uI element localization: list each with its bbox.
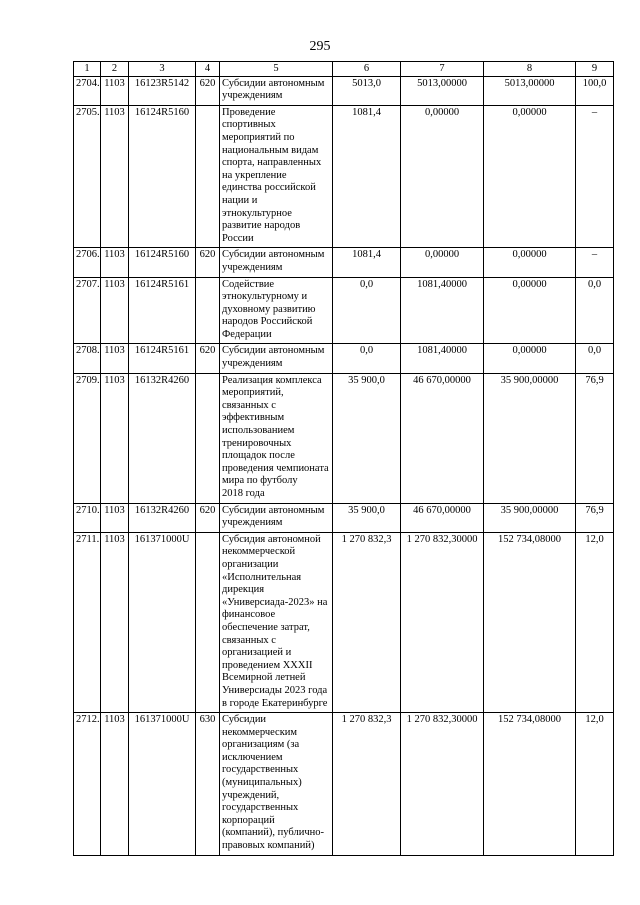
item-name-line: Содействие: [222, 278, 275, 290]
column-header: 2: [101, 62, 129, 77]
expense-type-cell: [196, 105, 220, 248]
item-name-line: в городе Екатеринбурге: [222, 697, 328, 709]
item-name-cell: [220, 277, 333, 344]
refined-amount-cell: 1081,40000: [401, 344, 484, 373]
refined-amount-cell: 1 270 832,30000: [401, 532, 484, 712]
section-code-cell: 1103: [101, 105, 129, 248]
execution-percent-cell: 0,0: [576, 344, 614, 373]
item-name-line: организации: [222, 558, 279, 570]
item-name-line: России: [222, 232, 254, 244]
item-name-line: 2018 года: [222, 488, 265, 499]
target-article-cell: 16132R4260: [129, 503, 196, 532]
item-name-line: этнокультурное: [222, 207, 292, 219]
item-name-line: «Исполнительная: [222, 571, 302, 583]
item-name-line: народов Российской: [222, 316, 313, 328]
target-article-cell: 16132R4260: [129, 373, 196, 503]
row-number-cell: 2705.: [74, 105, 101, 248]
item-name-line: Субсидии: [222, 714, 267, 726]
item-name-line: мира по футболу: [222, 475, 298, 487]
target-article-cell: 16124R5160: [129, 105, 196, 248]
item-name-line: исключением: [222, 751, 283, 763]
item-name-line: тренировочных: [222, 437, 292, 449]
execution-percent-cell: 100,0: [576, 76, 614, 105]
column-header: 7: [401, 62, 484, 77]
expense-type-cell: 620: [196, 76, 220, 105]
row-number-cell: 2707.: [74, 277, 101, 344]
page-number: 295: [309, 39, 331, 54]
approved-amount-cell: 1081,4: [333, 248, 401, 277]
item-name-line: дирекция: [222, 584, 265, 596]
executed-amount-cell: 0,00000: [484, 277, 576, 344]
execution-percent-cell: 0,0: [576, 277, 614, 344]
section-code-cell: 1103: [101, 713, 129, 856]
item-name-line: Субсидии автономным: [222, 77, 325, 89]
item-name-cell: [220, 503, 333, 532]
approved-amount-cell: 35 900,0: [333, 373, 401, 503]
executed-amount-cell: 35 900,00000: [484, 503, 576, 532]
execution-percent-cell: 76,9: [576, 373, 614, 503]
column-header: 5: [220, 62, 333, 77]
executed-amount-cell: 0,00000: [484, 105, 576, 248]
execution-percent-cell: –: [576, 248, 614, 277]
approved-amount-cell: 1 270 832,3: [333, 532, 401, 712]
item-name-line: (муниципальных): [222, 777, 302, 789]
refined-amount-cell: 5013,00000: [401, 76, 484, 105]
item-name-cell: [220, 76, 333, 105]
item-name-line: нации и: [222, 194, 258, 206]
item-name-line: на укрепление: [222, 169, 287, 181]
item-name-line: организацией и: [222, 647, 292, 659]
item-name-cell: [220, 532, 333, 712]
table-row: [74, 532, 614, 712]
item-name-line: проведением XXXII: [222, 659, 313, 671]
row-number-cell: 2711.: [74, 532, 101, 712]
target-article-cell: 161371000U: [129, 713, 196, 856]
column-header: 6: [333, 62, 401, 77]
item-name-cell: [220, 248, 333, 277]
executed-amount-cell: 35 900,00000: [484, 373, 576, 503]
table-row: [74, 503, 614, 532]
target-article-cell: 16124R5161: [129, 344, 196, 373]
item-name-line: Субсидии автономным: [222, 249, 325, 261]
row-number-cell: 2708.: [74, 344, 101, 373]
item-name-line: некоммерческим: [222, 726, 298, 738]
item-name-line: учреждениям: [222, 261, 283, 273]
row-number-cell: 2712.: [74, 713, 101, 856]
approved-amount-cell: 5013,0: [333, 76, 401, 105]
item-name-line: единства российской: [222, 182, 316, 194]
executed-amount-cell: 152 734,08000: [484, 713, 576, 856]
column-header: 4: [196, 62, 220, 77]
table-row: [74, 76, 614, 105]
approved-amount-cell: 0,0: [333, 344, 401, 373]
table-row: [74, 373, 614, 503]
item-name-line: правовых компаний): [222, 840, 315, 852]
budget-table: [73, 61, 614, 856]
item-name-line: Федерации: [222, 328, 272, 340]
item-name-line: эффективным: [222, 412, 285, 424]
row-number-cell: 2704.: [74, 76, 101, 105]
approved-amount-cell: 1081,4: [333, 105, 401, 248]
item-name-line: Всемирной летней: [222, 672, 306, 684]
item-name-line: национальным видам: [222, 144, 319, 156]
expense-type-cell: [196, 277, 220, 344]
table-body: [74, 76, 614, 855]
executed-amount-cell: 0,00000: [484, 248, 576, 277]
item-name-line: этнокультурному и: [222, 291, 308, 303]
item-name-line: государственных: [222, 802, 299, 814]
section-code-cell: 1103: [101, 277, 129, 344]
item-name-line: государственных: [222, 764, 299, 776]
item-name-line: Субсидия автономной: [222, 533, 321, 545]
refined-amount-cell: 46 670,00000: [401, 373, 484, 503]
item-name-cell: [220, 344, 333, 373]
section-code-cell: 1103: [101, 248, 129, 277]
item-name-line: финансовое: [222, 609, 276, 621]
section-code-cell: 1103: [101, 532, 129, 712]
table-row: [74, 713, 614, 856]
item-name-line: Субсидии автономным: [222, 504, 325, 516]
item-name-cell: [220, 105, 333, 248]
section-code-cell: 1103: [101, 344, 129, 373]
item-name-line: связанных с: [222, 399, 276, 411]
item-name-line: (компаний), публично-: [222, 827, 324, 839]
execution-percent-cell: –: [576, 105, 614, 248]
executed-amount-cell: 5013,00000: [484, 76, 576, 105]
execution-percent-cell: 12,0: [576, 713, 614, 856]
target-article-cell: 16123R5142: [129, 76, 196, 105]
item-name-line: обеспечение затрат,: [222, 621, 310, 633]
column-header: 9: [576, 62, 614, 77]
approved-amount-cell: 35 900,0: [333, 503, 401, 532]
item-name-line: организациям (за: [222, 739, 300, 751]
expense-type-cell: 630: [196, 713, 220, 856]
item-name-line: учреждениям: [222, 358, 283, 370]
refined-amount-cell: 0,00000: [401, 105, 484, 248]
section-code-cell: 1103: [101, 373, 129, 503]
target-article-cell: 16124R5161: [129, 277, 196, 344]
column-header: 8: [484, 62, 576, 77]
item-name-line: развитие народов: [222, 220, 301, 232]
item-name-line: Универсиады 2023 года: [222, 684, 328, 696]
item-name-line: Проведение: [222, 106, 276, 118]
item-name-cell: [220, 373, 333, 503]
target-article-cell: 161371000U: [129, 532, 196, 712]
refined-amount-cell: 1 270 832,30000: [401, 713, 484, 856]
expense-type-cell: 620: [196, 248, 220, 277]
item-name-line: «Универсиада-2023» на: [222, 596, 328, 608]
execution-percent-cell: 76,9: [576, 503, 614, 532]
expense-type-cell: 620: [196, 503, 220, 532]
item-name-line: Субсидии автономным: [222, 345, 325, 357]
refined-amount-cell: 46 670,00000: [401, 503, 484, 532]
item-name-line: связанных с: [222, 634, 276, 646]
table-row: [74, 248, 614, 277]
item-name-line: мероприятий по: [222, 131, 295, 143]
section-code-cell: 1103: [101, 503, 129, 532]
item-name-line: спорта, направленных: [222, 157, 322, 169]
item-name-line: учреждений,: [222, 789, 280, 801]
section-code-cell: 1103: [101, 76, 129, 105]
expense-type-cell: 620: [196, 344, 220, 373]
column-header: 3: [129, 62, 196, 77]
table-row: [74, 105, 614, 248]
item-name-line: Реализация комплекса: [222, 374, 322, 386]
expense-type-cell: [196, 373, 220, 503]
item-name-line: учреждениям: [222, 90, 283, 102]
item-name-line: спортивных: [222, 119, 276, 131]
table-header-row: [74, 62, 614, 77]
table-row: [74, 344, 614, 373]
item-name-cell: [220, 713, 333, 856]
item-name-line: площадок после: [222, 450, 295, 462]
approved-amount-cell: 1 270 832,3: [333, 713, 401, 856]
row-number-cell: 2710.: [74, 503, 101, 532]
approved-amount-cell: 0,0: [333, 277, 401, 344]
item-name-line: корпораций: [222, 814, 275, 826]
item-name-line: мероприятий,: [222, 387, 284, 399]
target-article-cell: 16124R5160: [129, 248, 196, 277]
row-number-cell: 2709.: [74, 373, 101, 503]
executed-amount-cell: 0,00000: [484, 344, 576, 373]
refined-amount-cell: 0,00000: [401, 248, 484, 277]
refined-amount-cell: 1081,40000: [401, 277, 484, 344]
executed-amount-cell: 152 734,08000: [484, 532, 576, 712]
table-row: [74, 277, 614, 344]
row-number-cell: 2706.: [74, 248, 101, 277]
item-name-line: духовному развитию: [222, 303, 316, 315]
execution-percent-cell: 12,0: [576, 532, 614, 712]
expense-type-cell: [196, 532, 220, 712]
item-name-line: некоммерческой: [222, 546, 296, 558]
item-name-line: использованием: [222, 425, 295, 437]
column-header: 1: [74, 62, 101, 77]
item-name-line: учреждениям: [222, 517, 283, 529]
item-name-line: проведения чемпионата: [222, 462, 329, 474]
